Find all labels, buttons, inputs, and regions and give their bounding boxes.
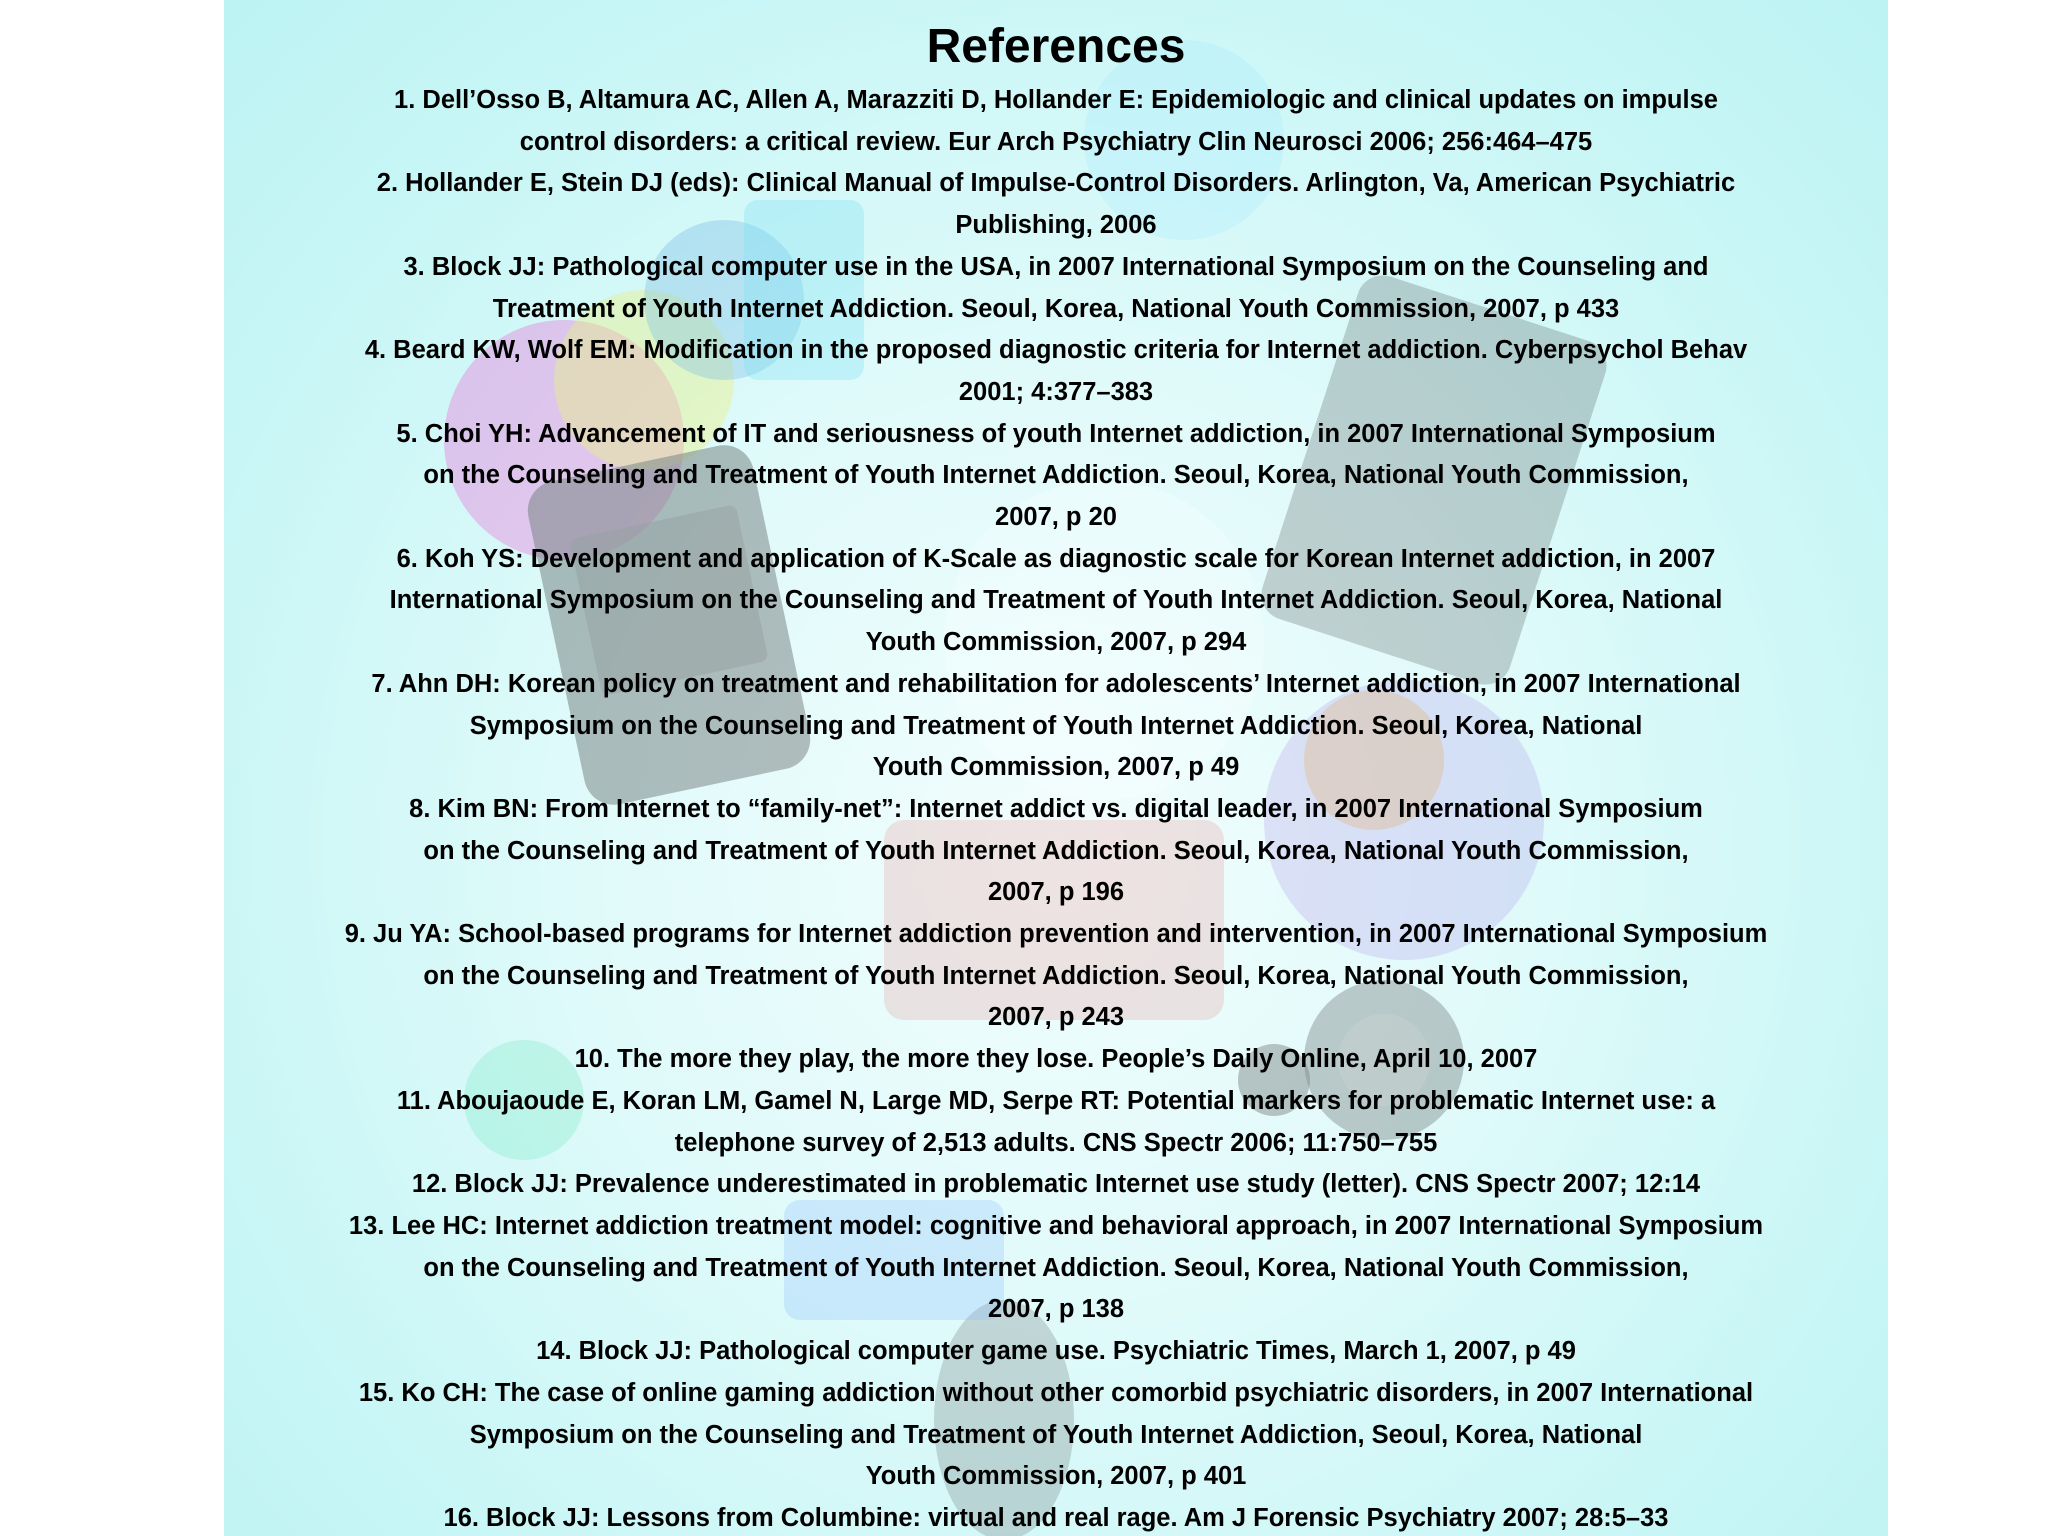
- reference-line: 16. Block JJ: Lessons from Columbine: virtual and real rage. Am J Forensic Psychiatry 2007; 28:5–33: [443, 1503, 1669, 1532]
- reference-line: Youth Commission, 2007, p 401: [865, 1462, 1247, 1491]
- reference-item: [224, 789, 1888, 914]
- reference-line: 10. The more they play, the more they lose. People’s Daily Online, April 10, 2007: [574, 1045, 1538, 1074]
- reference-line: 2007, p 20: [995, 503, 1117, 532]
- reference-line: 2007, p 138: [987, 1295, 1125, 1324]
- reference-line: 6. Koh YS: Development and application of K-Scale as diagnostic scale for Korean Internet addiction, in 2007: [396, 544, 1716, 573]
- reference-item: [224, 664, 1888, 789]
- reference-item: [224, 1081, 1888, 1164]
- reference-line: Youth Commission, 2007, p 294: [865, 628, 1247, 657]
- reference-line: 11. Aboujaoude E, Koran LM, Gamel N, Large MD, Serpe RT: Potential markers for problematic Internet use: a: [396, 1086, 1716, 1115]
- reference-line: telephone survey of 2,513 adults. CNS Spectr 2006; 11:750–755: [674, 1128, 1438, 1157]
- references-content: [224, 0, 1888, 1536]
- reference-item: [224, 1039, 1888, 1081]
- reference-line: Treatment of Youth Internet Addiction. Seoul, Korea, National Youth Commission, 2007, p 433: [492, 294, 1620, 323]
- reference-line: on the Counseling and Treatment of Youth Internet Addiction. Seoul, Korea, National Youth Commission,: [423, 961, 1689, 990]
- reference-item: [224, 1373, 1888, 1498]
- reference-item: [224, 914, 1888, 1039]
- reference-line: 2007, p 243: [987, 1003, 1125, 1032]
- reference-list: [224, 80, 1888, 1536]
- reference-line: 2001; 4:377–383: [958, 377, 1154, 406]
- reference-line: Symposium on the Counseling and Treatment of Youth Internet Addiction, Seoul, Korea, National: [469, 1420, 1643, 1449]
- reference-item: [224, 1498, 1888, 1536]
- slide: [224, 0, 1888, 1536]
- reference-line: 3. Block JJ: Pathological computer use in the USA, in 2007 International Symposium on the Counseling and: [403, 252, 1709, 281]
- reference-line: on the Counseling and Treatment of Youth Internet Addiction. Seoul, Korea, National Youth Commission,: [423, 461, 1689, 490]
- reference-line: 7. Ahn DH: Korean policy on treatment and rehabilitation for adolescents’ Internet addiction, in 2007 International: [371, 669, 1741, 698]
- reference-line: 1. Dell’Osso B, Altamura AC, Allen A, Marazziti D, Hollander E: Epidemiologic and clinical updates on impulse: [394, 86, 1718, 114]
- reference-item: [224, 1206, 1888, 1331]
- reference-line: 2. Hollander E, Stein DJ (eds): Clinical Manual of Impulse-Control Disorders. Arlington, Va, American Psychiatric: [376, 169, 1736, 198]
- reference-line: 13. Lee HC: Internet addiction treatment model: cognitive and behavioral approach, in 2007 International Symposium: [348, 1211, 1764, 1240]
- reference-item: [224, 414, 1888, 539]
- reference-line: 12. Block JJ: Prevalence underestimated in problematic Internet use study (letter). CNS Spectr 2007; 12:14: [411, 1170, 1701, 1199]
- reference-line: on the Counseling and Treatment of Youth Internet Addiction. Seoul, Korea, National Youth Commission,: [423, 836, 1689, 865]
- reference-line: International Symposium on the Counseling and Treatment of Youth Internet Addiction. Seoul, Korea, National: [389, 586, 1723, 615]
- reference-line: Youth Commission, 2007, p 49: [872, 753, 1240, 782]
- reference-line: 15. Ko CH: The case of online gaming addiction without other comorbid psychiatric disorders, in 2007 International: [358, 1378, 1754, 1407]
- reference-item: [224, 539, 1888, 664]
- reference-line: on the Counseling and Treatment of Youth Internet Addiction. Seoul, Korea, National Youth Commission,: [423, 1253, 1689, 1282]
- reference-line: 9. Ju YA: School-based programs for Internet addiction prevention and intervention, in 2007 International Symposium: [344, 920, 1768, 949]
- reference-item: [224, 1331, 1888, 1373]
- reference-line: 8. Kim BN: From Internet to “family-net”: Internet addict vs. digital leader, in 2007 International Symposium: [409, 794, 1703, 823]
- reference-line: 2007, p 196: [987, 878, 1125, 907]
- reference-item: [224, 247, 1888, 330]
- reference-item: [224, 80, 1888, 163]
- page-title: References: [926, 20, 1186, 73]
- reference-line: 4. Beard KW, Wolf EM: Modification in the proposed diagnostic criteria for Internet addiction. Cyberpsychol Behav: [364, 336, 1748, 365]
- reference-item: [224, 1164, 1888, 1206]
- reference-line: Publishing, 2006: [955, 211, 1157, 240]
- reference-item: [224, 163, 1888, 246]
- reference-line: Symposium on the Counseling and Treatment of Youth Internet Addiction. Seoul, Korea, National: [469, 711, 1643, 740]
- reference-line: 5. Choi YH: Advancement of IT and seriousness of youth Internet addiction, in 2007 International Symposium: [396, 419, 1716, 448]
- reference-item: [224, 330, 1888, 413]
- reference-line: control disorders: a critical review. Eur Arch Psychiatry Clin Neurosci 2006; 256:464–475: [519, 127, 1593, 156]
- reference-line: 14. Block JJ: Pathological computer game use. Psychiatric Times, March 1, 2007, p 49: [536, 1337, 1576, 1366]
